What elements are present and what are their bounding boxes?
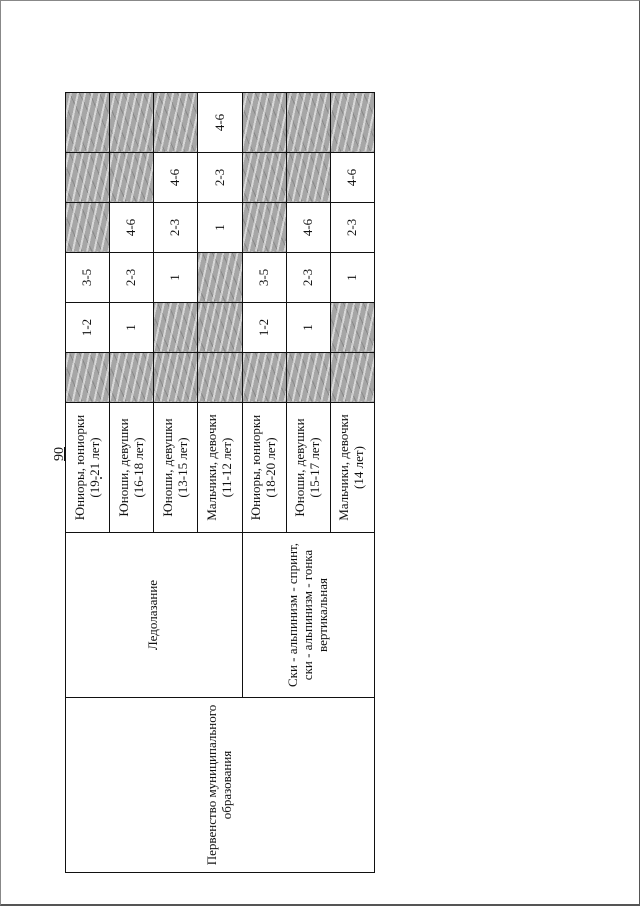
place-cell: 2-3 — [110, 253, 154, 303]
shaded-cell — [110, 353, 154, 403]
place-cell: 1 — [198, 203, 242, 253]
shaded-cell — [154, 93, 198, 153]
age-group-cell: Юниоры, юниорки (18-20 лет) — [242, 403, 286, 533]
discipline-cell: Ледолазание — [66, 533, 243, 698]
page-number: 90 — [52, 447, 67, 461]
shaded-cell — [110, 93, 154, 153]
place-cell: 4-6 — [154, 153, 198, 203]
age-group-cell: Юноши, девушки (15-17 лет) — [286, 403, 330, 533]
rotated-table — [65, 93, 375, 873]
shaded-cell — [330, 303, 374, 353]
shaded-cell — [198, 303, 242, 353]
place-cell: 2-3 — [198, 153, 242, 203]
place-cell: 1-2 — [242, 303, 286, 353]
shaded-cell — [198, 253, 242, 303]
place-cell: 1 — [110, 303, 154, 353]
classification-table — [65, 92, 375, 873]
shaded-cell — [110, 153, 154, 203]
place-cell: 1 — [286, 303, 330, 353]
place-cell: 1 — [154, 253, 198, 303]
shaded-cell — [66, 203, 110, 253]
shaded-cell — [286, 93, 330, 153]
place-cell: 1 — [330, 253, 374, 303]
place-cell: 3-5 — [242, 253, 286, 303]
shaded-cell — [286, 353, 330, 403]
shaded-cell — [242, 203, 286, 253]
place-cell: 2-3 — [330, 203, 374, 253]
discipline-cell: Ски - альпинизм - спринт, ски - альпинизм - гонка вертикальная — [242, 533, 374, 698]
shaded-cell — [242, 153, 286, 203]
place-cell: 1-2 — [66, 303, 110, 353]
age-group-cell: Мальчики, девочки (11-12 лет) — [198, 403, 242, 533]
age-group-cell: Мальчики, девочки (14 лет) — [330, 403, 374, 533]
shaded-cell — [242, 93, 286, 153]
age-group-cell: Юноши, девушки (13-15 лет) — [154, 403, 198, 533]
shaded-cell — [242, 353, 286, 403]
shaded-cell — [198, 353, 242, 403]
shaded-cell — [330, 93, 374, 153]
table-row — [66, 93, 110, 873]
place-cell: 4-6 — [330, 153, 374, 203]
age-group-cell: Юноши, девушки (16-18 лет) — [110, 403, 154, 533]
shaded-cell — [154, 303, 198, 353]
place-cell: 2-3 — [154, 203, 198, 253]
shaded-cell — [66, 93, 110, 153]
place-cell: 4-6 — [110, 203, 154, 253]
competition-cell: Первенство муниципального образования — [66, 698, 375, 873]
shaded-cell — [330, 353, 374, 403]
shaded-cell — [286, 153, 330, 203]
rotated-table-stage — [65, 93, 375, 873]
place-cell: 4-6 — [286, 203, 330, 253]
place-cell: 2-3 — [286, 253, 330, 303]
shaded-cell — [66, 153, 110, 203]
place-cell: 3-5 — [66, 253, 110, 303]
age-group-cell: Юниоры, юниорки (19-21 лет) — [66, 403, 110, 533]
place-cell: 4-6 — [198, 93, 242, 153]
shaded-cell — [154, 353, 198, 403]
shaded-cell — [66, 353, 110, 403]
